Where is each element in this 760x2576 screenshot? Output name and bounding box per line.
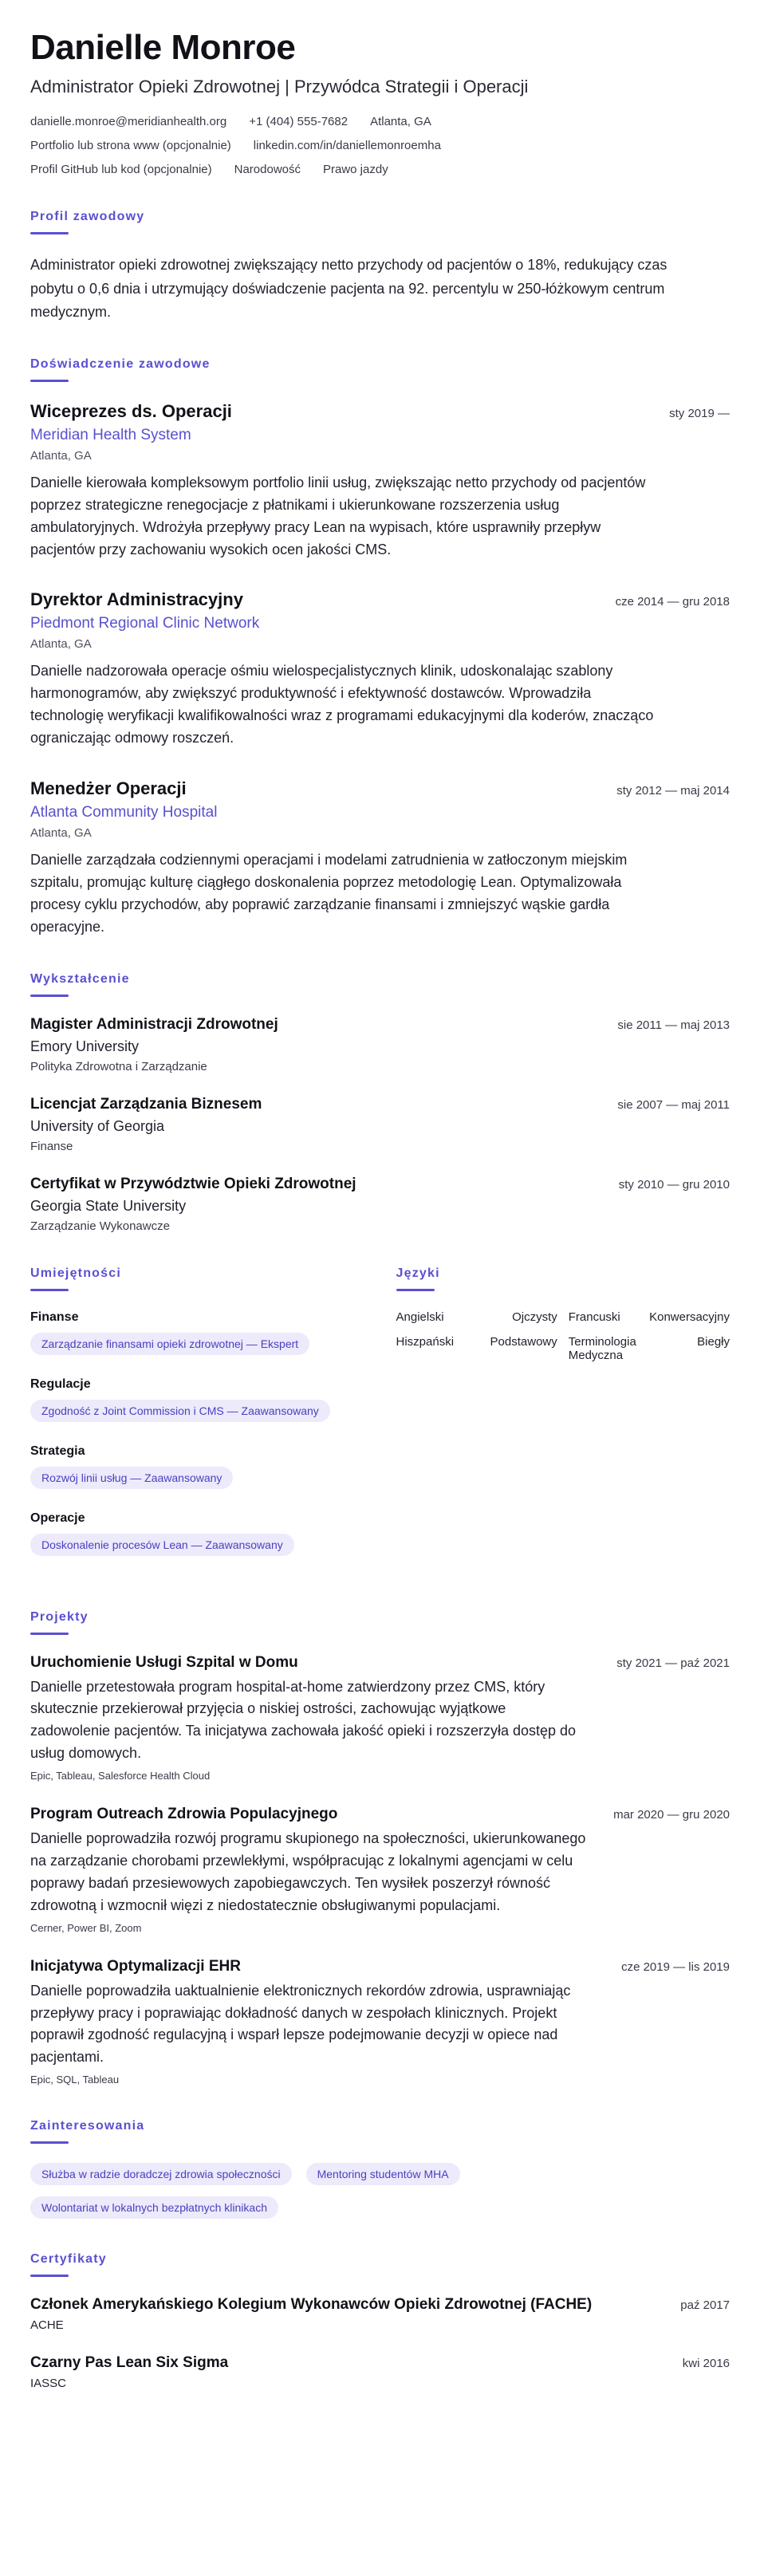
candidate-headline: Administrator Opieki Zdrowotnej | Przywódca Strategii i Operacji [30, 77, 529, 97]
section-divider [30, 2275, 69, 2277]
certificate-issuer: ACHE [30, 2318, 64, 2333]
edu-dates: sie 2011 — maj 2013 [617, 1018, 730, 1032]
section-divider [30, 2141, 69, 2144]
interest-chip: Wolontariat w lokalnych bezpłatnych klinikach [30, 2196, 278, 2219]
language-level: Ojczysty [512, 1310, 557, 1324]
job-company[interactable]: Meridian Health System [30, 426, 191, 443]
job-location: Atlanta, GA [30, 448, 92, 463]
job-title: Dyrektor Administracyjny [30, 589, 243, 610]
job-dates: sty 2019 — [669, 406, 730, 420]
certificate-date: paź 2017 [680, 2298, 730, 2313]
skill-category: Finanse [30, 1310, 79, 1324]
projects-section [30, 1610, 730, 2086]
contact-email[interactable]: danielle.monroe@meridianhealth.org [30, 115, 227, 129]
language-name: Terminologia Medyczna [568, 1334, 636, 1362]
skill-chip: Rozwój linii usług — Zaawansowany [30, 1467, 233, 1489]
project-dates: cze 2019 — lis 2019 [621, 1960, 730, 1974]
edu-degree: Licencjat Zarządzania Biznesem [30, 1095, 262, 1113]
education-item [30, 1016, 730, 1073]
skill-chip: Zarządzanie finansami opieki zdrowotnej — Ekspert [30, 1333, 309, 1355]
language-item [396, 1310, 557, 1324]
job-company[interactable]: Piedmont Regional Clinic Network [30, 615, 260, 632]
edu-degree: Magister Administracji Zdrowotnej [30, 1015, 278, 1033]
education-item [30, 1096, 730, 1153]
contact-linkedin[interactable]: linkedin.com/in/daniellemonroemha [253, 139, 441, 153]
candidate-name: Danielle Monroe [30, 28, 296, 67]
experience-section [30, 357, 730, 939]
contact-portfolio[interactable]: Portfolio lub strona www (opcjonalnie) [30, 139, 231, 153]
skill-category: Regulacje [30, 1377, 91, 1391]
edu-field: Finanse [30, 1139, 73, 1153]
section-divider [30, 380, 69, 382]
section-divider [30, 1289, 69, 1291]
job-title: Wiceprezes ds. Operacji [30, 400, 232, 421]
experience-item [30, 401, 730, 561]
edu-field: Zarządzanie Wykonawcze [30, 1219, 170, 1233]
job-dates: cze 2014 — gru 2018 [615, 595, 730, 609]
job-description: Danielle kierowała kompleksowym portfolio linii usług, zwiększając netto przychody od pacjentów poprzez strategiczne renegocjacje z płatnikami i ukierunkowane rozszerzenia usług ambulatoryjnych. Wdrożyła przepływy pracy Lean na wypisach, które usprawniły przepływ pacjentów przy zachowaniu wysokich ocen jakości CMS. [30, 474, 646, 557]
section-title-education: Wykształcenie [30, 971, 130, 986]
edu-school: Emory University [30, 1038, 140, 1054]
profile-summary: Administrator opieki zdrowotnej zwiększający netto przychody od pacjentów o 18%, redukujący czas pobytu o 0,6 dnia i utrzymujący doświadczenie pacjenta na 92. percentylu w 250-łóżkowym centrum medycznym. [30, 257, 667, 320]
edu-school: Georgia State University [30, 1197, 187, 1214]
languages-section [396, 1266, 730, 1577]
contact-nationality: Narodowość [234, 163, 301, 177]
project-item [30, 1654, 730, 1782]
contact-block [30, 115, 730, 176]
project-tech: Cerner, Power BI, Zoom [30, 1921, 142, 1934]
section-divider [30, 232, 69, 234]
project-dates: sty 2021 — paź 2021 [616, 1656, 730, 1670]
certificate-item [30, 2296, 730, 2332]
edu-dates: sie 2007 — maj 2011 [617, 1097, 730, 1112]
skill-chip: Doskonalenie procesów Lean — Zaawansowany [30, 1534, 294, 1556]
contact-license: Prawo jazdy [323, 163, 388, 177]
project-item [30, 1806, 730, 1934]
languages-grid [396, 1310, 730, 1362]
project-description: Danielle przetestowała program hospital-at-home zatwierdzony przez CMS, który skutecznie przekierował przyjęcia o niskiej ostrości, zachowując wyjątkowe zadowolenie pacjentów. Ta inicjatywa zachowała jakość opieki i rozszerzyła dostęp do usług domowych. [30, 1678, 577, 1762]
job-location: Atlanta, GA [30, 825, 92, 840]
edu-field: Polityka Zdrowotna i Zarządzanie [30, 1059, 207, 1073]
section-divider [30, 995, 69, 997]
skills-section [30, 1266, 364, 1577]
section-divider [396, 1289, 435, 1291]
experience-item [30, 778, 730, 939]
contact-github[interactable]: Profil GitHub lub kod (opcjonalnie) [30, 163, 212, 177]
edu-dates: sty 2010 — gru 2010 [618, 1177, 730, 1191]
language-item [396, 1335, 557, 1362]
project-description: Danielle poprowadziła uaktualnienie elektronicznych rekordów zdrowia, usprawniając przepływy pracy i poprawiając dokładność danych w zespołach klinicznych. Projekt poprawił zgodność regulacyjną i wsparł lepsze podejmowanie decyzji w opiece nad pacjentami. [30, 1982, 571, 2066]
skills-languages-row [30, 1266, 730, 1577]
section-title-profile: Profil zawodowy [30, 210, 145, 224]
skill-category: Operacje [30, 1511, 85, 1525]
interest-chip: Służba w radzie doradczej zdrowia społeczności [30, 2163, 292, 2185]
language-item [569, 1335, 730, 1362]
education-item [30, 1176, 730, 1233]
language-name: Hiszpański [396, 1334, 455, 1349]
experience-item [30, 589, 730, 750]
language-item [569, 1310, 730, 1324]
certificate-name: Członek Amerykańskiego Kolegium Wykonawców Opieki Zdrowotnej (FACHE) [30, 2296, 593, 2314]
project-title: Uruchomienie Usługi Szpital w Domu [30, 1653, 298, 1671]
section-title-certificates: Certyfikaty [30, 2252, 107, 2267]
section-title-experience: Doświadczenie zawodowe [30, 356, 211, 371]
resume-header [30, 29, 730, 176]
project-title: Program Outreach Zdrowia Populacyjnego [30, 1806, 338, 1823]
profile-section [30, 210, 730, 323]
project-tech: Epic, SQL, Tableau [30, 2074, 120, 2086]
certificate-date: kwi 2016 [682, 2357, 730, 2371]
project-dates: mar 2020 — gru 2020 [613, 1808, 730, 1822]
skill-chip: Zgodność z Joint Commission i CMS — Zaawansowany [30, 1400, 330, 1422]
interest-chip: Mentoring studentów MHA [306, 2163, 460, 2185]
section-title-interests: Zainteresowania [30, 2119, 145, 2133]
certificate-name: Czarny Pas Lean Six Sigma [30, 2354, 229, 2372]
job-description: Danielle nadzorowała operacje ośmiu wielospecjalistycznych klinik, udoskonalając szablony harmonogramów, aby zwiększyć produktywność i efektywność dostawców. Wprowadziła technologię weryfikacji kwalifikowalności wraz z programami edukacyjnymi dla koderów, znacząco ograniczając odmowy roszczeń. [30, 663, 654, 746]
job-title: Menedżer Operacji [30, 778, 187, 798]
language-level: Konwersacyjny [649, 1310, 730, 1324]
section-divider [30, 1633, 69, 1635]
job-location: Atlanta, GA [30, 637, 92, 652]
interests-list [30, 2163, 604, 2219]
contact-phone[interactable]: +1 (404) 555-7682 [249, 115, 348, 129]
language-level: Biegły [697, 1334, 730, 1349]
certificate-item [30, 2354, 730, 2390]
language-level: Podstawowy [490, 1334, 557, 1349]
project-description: Danielle poprowadziła rozwój programu skupionego na społeczności, ukierunkowanego na zarządzanie chorobami przewlekłymi, współpracując z lokalnymi agencjami w celu poprawy badań przesiewowych zapobiegawczych. Ten wysiłek poszerzył równość zdrowotną i wzmocnił więzi z niedostatecznie obsługiwanymi populacjami. [30, 1830, 586, 1913]
project-tech: Epic, Tableau, Salesforce Health Cloud [30, 1770, 211, 1782]
project-title: Inicjatywa Optymalizacji EHR [30, 1957, 241, 1975]
job-dates: sty 2012 — maj 2014 [616, 783, 730, 798]
contact-location: Atlanta, GA [370, 115, 431, 129]
job-company[interactable]: Atlanta Community Hospital [30, 803, 218, 821]
language-name: Angielski [396, 1310, 444, 1324]
edu-school: University of Georgia [30, 1117, 165, 1134]
edu-degree: Certyfikat w Przywództwie Opieki Zdrowotnej [30, 1175, 356, 1192]
section-title-skills: Umiejętności [30, 1266, 121, 1280]
section-title-languages: Języki [396, 1266, 440, 1280]
certificates-section [30, 2252, 730, 2390]
job-description: Danielle zarządzała codziennymi operacjami i modelami zatrudnienia w zatłoczonym miejskim szpitalu, promując kulturę ciągłego doskonalenia poprzez metodologię Lean. Optymalizowała procesy cyklu przychodów, aby poprawić zarządzanie finansami i zmniejszyć wąskie gardła operacyjne. [30, 851, 628, 935]
certificate-issuer: IASSC [30, 2377, 67, 2391]
education-section [30, 972, 730, 1233]
project-item [30, 1958, 730, 2086]
language-name: Francuski [568, 1310, 620, 1324]
section-title-projects: Projekty [30, 1609, 89, 1624]
interests-section [30, 2119, 730, 2219]
skill-category: Strategia [30, 1444, 85, 1458]
